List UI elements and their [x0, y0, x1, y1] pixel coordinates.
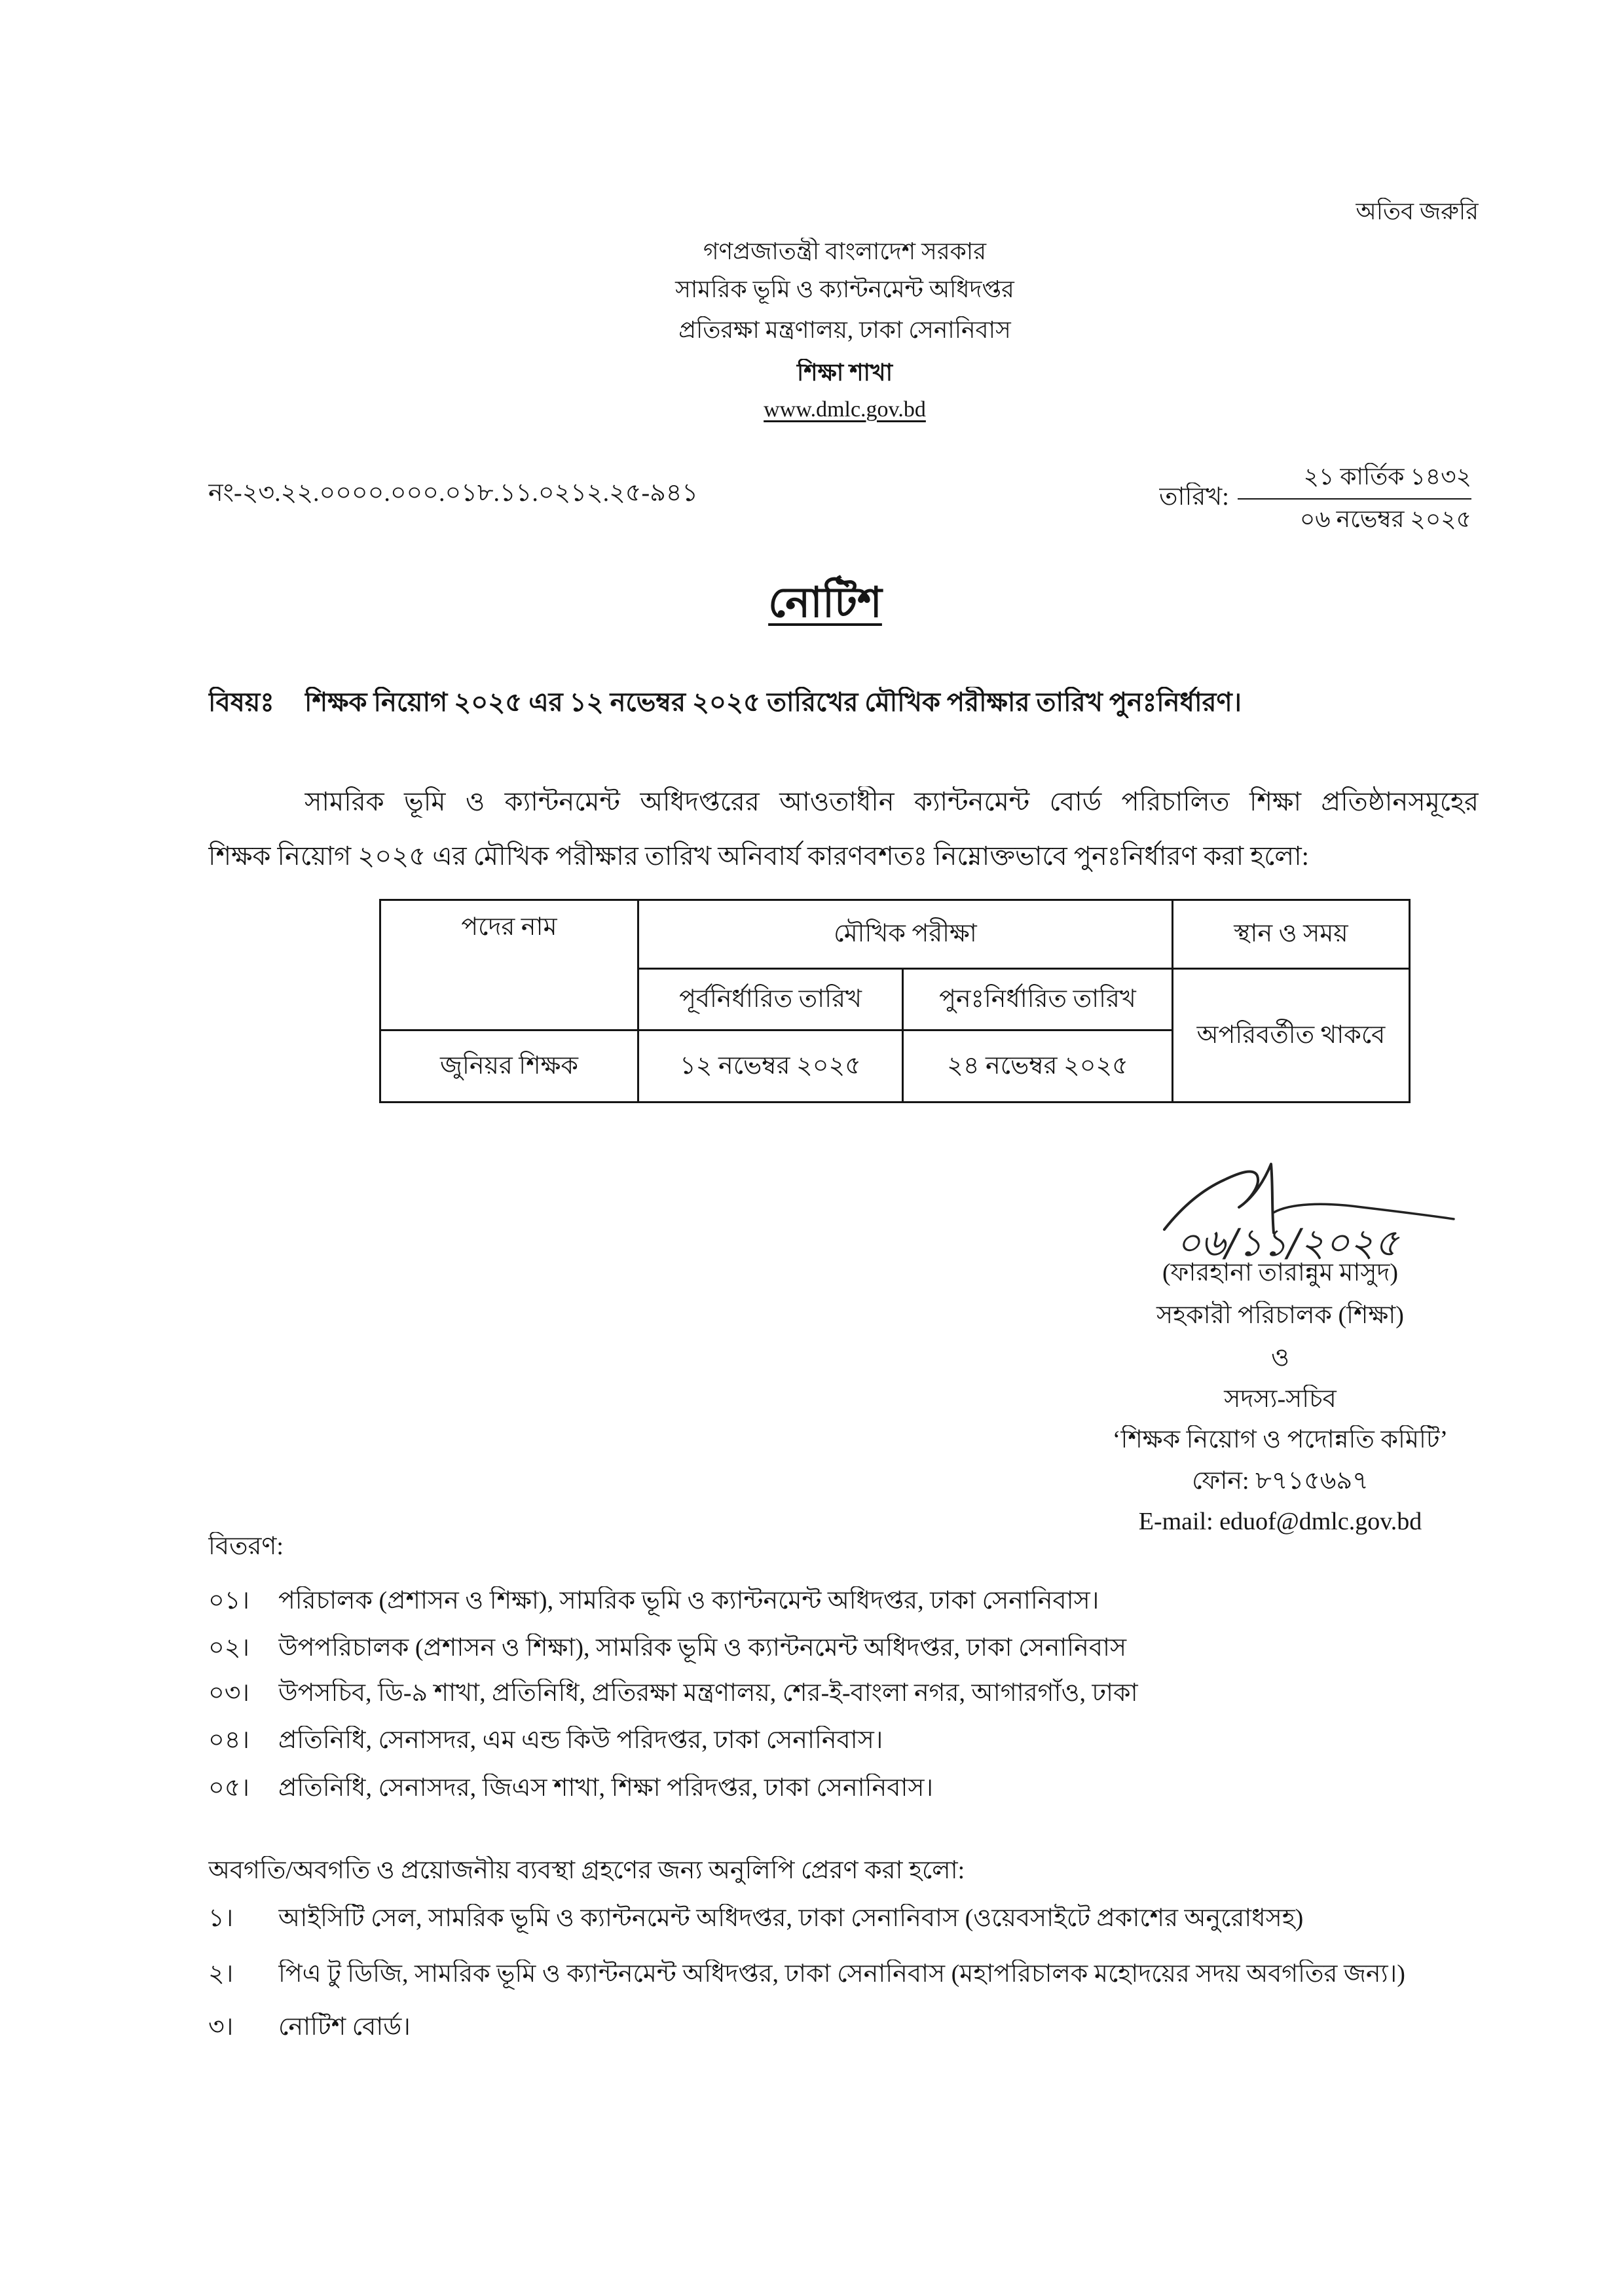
viva-schedule-table — [379, 899, 1411, 1103]
header-rescheduled-date: পুনঃনির্ধারিত তারিখ — [903, 969, 1173, 1030]
ministry-location: প্রতিরক্ষা মন্ত্রণালয়, ঢাকা সেনানিবাস — [678, 317, 1011, 343]
date-bangla-calendar: ২১ কার্তিক ১৪৩২ — [1303, 464, 1471, 490]
cell-venue-time: অপরিবর্তীত থাকবে — [1173, 969, 1410, 1102]
cell-post-name: জুনিয়র শিক্ষক — [380, 1030, 638, 1102]
signatory-role: সদস্য-সচিব — [1224, 1385, 1337, 1413]
subject-label: বিষয়ঃ — [208, 687, 274, 717]
distribution-item-number: ০৫। — [208, 1774, 249, 1802]
date-gregorian-calendar: ০৬ নভেম্বর ২০২৫ — [1299, 506, 1471, 532]
body-paragraph-line-1: সামরিক ভূমি ও ক্যান্টনমেন্ট অধিদপ্তরের আওতাধীন ক্যান্টনমেন্ট বোর্ড পরিচালিত শিক্ষা প্রতিষ্ঠানসমূহের — [304, 787, 1479, 816]
cell-rescheduled-date: ২৪ নভেম্বর ২০২৫ — [903, 1030, 1173, 1102]
subject-text: শিক্ষক নিয়োগ ২০২৫ এর ১২ নভেম্বর ২০২৫ তারিখের মৌখিক পরীক্ষার তারিখ পুনঃনির্ধারণ। — [304, 687, 1242, 717]
department-name: সামরিক ভূমি ও ক্যান্টনমেন্ট অধিদপ্তর — [675, 276, 1014, 302]
distribution-item: পরিচালক (প্রশাসন ও শিক্ষা), সামরিক ভূমি ও ক্যান্টনমেন্ট অধিদপ্তর, ঢাকা সেনানিবাস। — [278, 1587, 1099, 1614]
cell-previous-date: ১২ নভেম্বর ২০২৫ — [638, 1030, 903, 1102]
signatory-conjunction: ও — [1271, 1344, 1289, 1372]
signatory-phone: ফোন: ৮৭১৫৬৯৭ — [1192, 1467, 1369, 1495]
committee-name: ‘শিক্ষক নিয়োগ ও পদোন্নতি কমিটি’ — [1112, 1426, 1449, 1453]
distribution-item: প্রতিনিধি, সেনাসদর, জিএস শাখা, শিক্ষা পরিদপ্তর, ঢাকা সেনানিবাস। — [278, 1774, 934, 1802]
signature-flourish — [1274, 1204, 1454, 1219]
distribution-item-number: ০৪। — [208, 1726, 249, 1754]
header-post-name: পদের নাম — [380, 900, 638, 1030]
distribution-item-number: ০২। — [208, 1634, 250, 1662]
copy-item: নোটিশ বোর্ড। — [278, 2013, 411, 2041]
notice-title: নোটিশ — [768, 579, 882, 626]
signatory-email: E-mail: eduof@dmlc.gov.bd — [1138, 1508, 1422, 1535]
copy-item-number: ২। — [208, 1960, 234, 1988]
memo-number: নং-২৩.২২.০০০০.০০০.০১৮.১১.০২১২.২৫-৯৪১ — [208, 479, 699, 507]
date-divider-line — [1238, 498, 1471, 500]
copy-item: পিএ টু ডিজি, সামরিক ভূমি ও ক্যান্টনমেন্ট অধিদপ্তর, ঢাকা সেনানিবাস (মহাপরিচালক মহোদয়ের সদয় অবগতির জন্য।) — [278, 1960, 1405, 1988]
header-venue-time: স্থান ও সময় — [1173, 900, 1410, 969]
branch-name: শিক্ষা শাখা — [796, 359, 893, 386]
distribution-item: প্রতিনিধি, সেনাসদর, এম এন্ড কিউ পরিদপ্তর, ঢাকা সেনানিবাস। — [278, 1726, 883, 1754]
copies-heading: অবগতি/অবগতি ও প্রয়োজনীয় ব্যবস্থা গ্রহণের জন্য অনুলিপি প্রেরণ করা হলো: — [208, 1857, 965, 1884]
signatory-name: (ফারহানা তারান্নুম মাসুদ) — [1162, 1259, 1399, 1286]
priority-label: অতিব জরুরি — [1356, 198, 1479, 225]
header-previous-date: পূর্বনির্ধারিত তারিখ — [638, 969, 903, 1030]
distribution-item-number: ০১। — [208, 1587, 249, 1614]
distribution-item: উপপরিচালক (প্রশাসন ও শিক্ষা), সামরিক ভূমি ও ক্যান্টনমেন্ট অধিদপ্তর, ঢাকা সেনানিবাস — [278, 1634, 1127, 1662]
body-paragraph-line-2: শিক্ষক নিয়োগ ২০২৫ এর মৌখিক পরীক্ষার তারিখ অনিবার্য কারণবশতঃ নিম্নোক্তভাবে পুনঃনির্ধারণ করা হলো: — [208, 841, 1309, 871]
distribution-item-number: ০৩। — [208, 1679, 250, 1707]
table-header-row — [380, 900, 1410, 969]
copy-item: আইসিটি সেল, সামরিক ভূমি ও ক্যান্টনমেন্ট অধিদপ্তর, ঢাকা সেনানিবাস (ওয়েবসাইটে প্রকাশের অনুরোধসহ) — [278, 1904, 1304, 1932]
header-viva-exam: মৌখিক পরীক্ষা — [638, 900, 1173, 969]
distribution-item: উপসচিব, ডি-৯ শাখা, প্রতিনিধি, প্রতিরক্ষা মন্ত্রণালয়, শের-ই-বাংলা নগর, আগারগাঁও, ঢাকা — [278, 1679, 1138, 1707]
website-url: www.dmlc.gov.bd — [764, 397, 926, 422]
signatory-designation: সহকারী পরিচালক (শিক্ষা) — [1156, 1302, 1404, 1329]
distribution-heading: বিতরণ: — [208, 1533, 284, 1560]
copy-item-number: ১। — [208, 1904, 234, 1932]
signature-handwritten-date: ০৬/১১/২০২৫ — [1175, 1220, 1399, 1265]
copy-item-number: ৩। — [208, 2013, 234, 2041]
government-name: গণপ্রজাতন্ত্রী বাংলাদেশ সরকার — [703, 238, 987, 264]
date-label: তারিখ: — [1159, 483, 1229, 511]
